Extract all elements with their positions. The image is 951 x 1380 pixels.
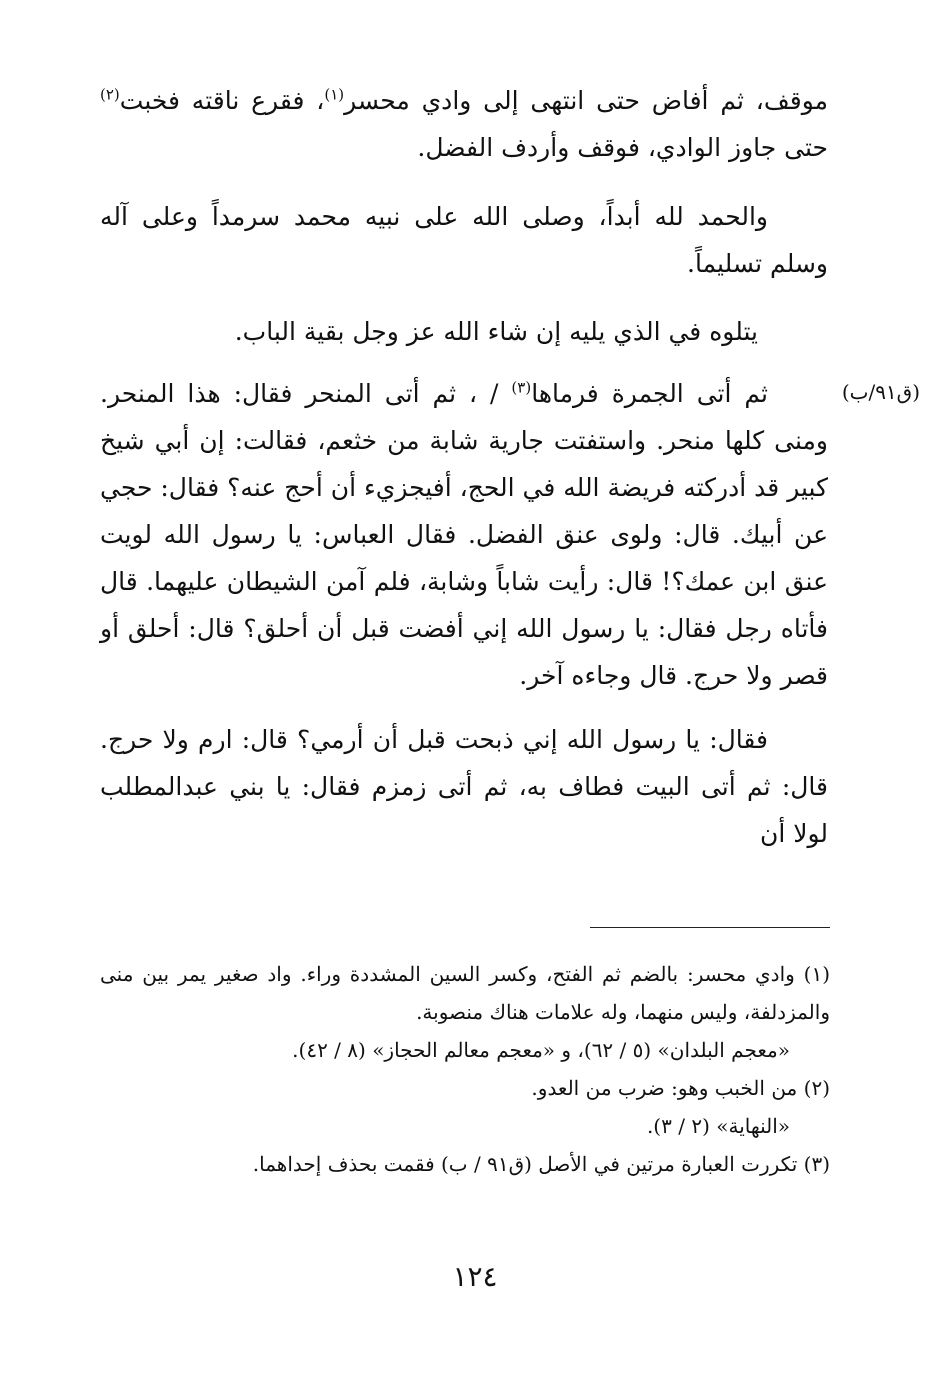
footnote-1-number: (١) xyxy=(803,962,830,986)
footnote-1-source: «معجم البلدان» (٥ / ٦٢)، و «معجم معالم الحجاز» (٨ / ٤٢). xyxy=(292,1038,790,1062)
footnote-2 xyxy=(100,1069,830,1107)
footnote-2-number: (٢) xyxy=(803,1076,830,1100)
page-number: ١٢٤ xyxy=(452,1260,498,1293)
paragraph-1-text-c: حتى جاوز الوادي، فوقف وأردف الفضل. xyxy=(417,133,828,162)
paragraph-4-text-a: ثم أتى الجمرة فرماها xyxy=(531,379,768,408)
footnote-2-text: من الخبب وهو: ضرب من العدو. xyxy=(531,1076,798,1100)
paragraph-1 xyxy=(100,77,828,171)
paragraph-1-text-b: ، فقرع ناقته فخبت xyxy=(119,86,325,115)
footnote-ref-1[interactable]: (١) xyxy=(324,85,345,104)
paragraph-5 xyxy=(100,716,828,857)
paragraph-4-text-b: / ، ثم أتى المنحر فقال: هذا المنحر. ومنى كلها منحر. واستفتت جارية شابة من خثعم، فقالت: إن أبي شيخ كبير قد أدركته فريضة الله في الحج، أفيجزيء أن أحج عنه؟ فقال: حجي عن أبيك. قال: ولوى عنق الفضل. فقال العباس: يا رسول الله لويت عنق ابن عمك؟! قال: رأيت شاباً وشابة، فلم آمن الشيطان عليهما. قال فأتاه رجل فقال: يا رسول الله إني أفضت قبل أن أحلق؟ قال: أحلق أو قصر ولا حرج. قال وجاءه آخر. xyxy=(100,379,829,690)
footnote-3-text: تكررت العبارة مرتين في الأصل (ق٩١ / ب) فقمت بحذف إحداهما. xyxy=(252,1152,798,1176)
paragraph-2-text: والحمد لله أبداً، وصلى الله على نبيه محمد سرمداً وعلى آله وسلم تسليماً. xyxy=(100,202,828,278)
footnote-ref-3[interactable]: (٣) xyxy=(511,378,532,397)
paragraph-2 xyxy=(100,193,828,287)
manuscript-folio-note: (ق٩١/ب) xyxy=(841,380,920,404)
footnote-2-source: «النهاية» (٢ / ٣). xyxy=(646,1114,790,1138)
footnote-3-number: (٣) xyxy=(803,1152,830,1176)
footnote-1-text: وادي محسر: بالضم ثم الفتح، وكسر السين المشددة وراء. واد صغير يمر بين منى والمزدلفة، وليس منهما، وله علامات هناك منصوبة. xyxy=(100,962,830,1024)
paragraph-5-text: فقال: يا رسول الله إني ذبحت قبل أن أرمي؟ قال: ارم ولا حرج. قال: ثم أتى البيت فطاف به، ثم أتى زمزم فقال: يا بني عبدالمطلب لولا أن xyxy=(100,725,828,848)
paragraph-1-text-a: موقف، ثم أفاض حتى انتهى إلى وادي محسر xyxy=(344,86,828,115)
footnote-separator xyxy=(590,927,830,928)
paragraph-3-text: يتلوه في الذي يليه إن شاء الله عز وجل بقية الباب. xyxy=(234,317,758,346)
footnotes xyxy=(100,955,830,1183)
footnote-1 xyxy=(100,955,830,1031)
footnote-3 xyxy=(100,1145,830,1183)
footnote-ref-2[interactable]: (٢) xyxy=(100,85,120,104)
paragraph-4 xyxy=(100,370,828,699)
paragraph-3 xyxy=(100,308,828,355)
